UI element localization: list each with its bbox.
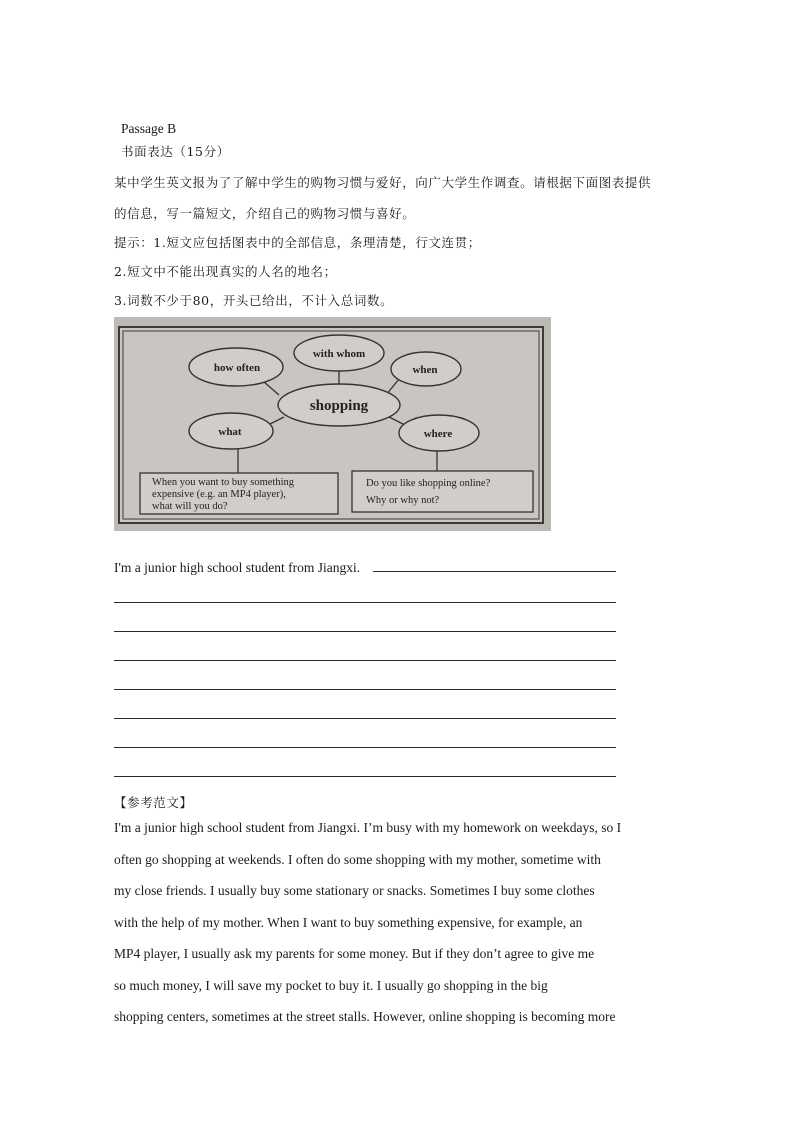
label-how-often: how often [213,362,261,374]
label-what: what [218,426,242,438]
instruction-line-2: 的信息，写一篇短文，介绍自己的购物习惯与喜好。 [114,206,416,221]
mindmap-photo [114,317,551,531]
answer-line-4[interactable] [114,689,616,690]
label-when: when [412,364,438,376]
answer-line-2[interactable] [114,631,616,632]
instruction-hint-2: 2.短文中不能出现真实的人名的地名； [114,264,337,279]
label-shopping: shopping [309,398,369,414]
reference-heading: 【参考范文】 [114,795,193,810]
prompt-start: I'm a junior high school student from Jiangxi. [114,560,361,575]
instruction-line-1: 某中学生英文报为了了解中学生的购物习惯与爱好，向广大学生作调查。请根据下面图表提供 [114,175,652,190]
label-with-whom: with whom [312,348,366,360]
reference-line-7: shopping centers, sometimes at the street stalls. However, online shopping is becoming more [114,1009,616,1024]
box-where-line-2: Why or why not? [366,495,440,506]
reference-line-3: my close friends. I usually buy some stationary or snacks. Sometimes I buy some clothes [114,883,595,898]
passage-title: Passage B [121,121,177,136]
box-where-line-1: Do you like shopping online? [366,478,491,489]
box-what-line-3: what will you do? [152,501,228,512]
label-where: where [423,428,453,440]
box-what-line-1: When you want to buy something [152,477,295,488]
answer-line-5[interactable] [114,718,616,719]
answer-blank-inline[interactable] [373,571,616,572]
reference-line-1: I'm a junior high school student from Jiangxi. I’m busy with my homework on weekdays, so I [114,820,622,835]
answer-line-6[interactable] [114,747,616,748]
box-what-line-2: expensive (e.g. an MP4 player), [152,489,286,500]
reference-line-6: so much money, I will save my pocket to buy it. I usually go shopping in the big [114,978,548,993]
answer-line-1[interactable] [114,602,616,603]
section-title: 书面表达（15分） [121,144,230,159]
answer-line-7[interactable] [114,776,616,777]
reference-line-4: with the help of my mother. When I want to buy something expensive, for example, an [114,915,583,930]
reference-line-5: MP4 player, I usually ask my parents for some money. But if they don’t agree to give me [114,946,595,961]
instruction-hint-1: 提示：1.短文应包括图表中的全部信息，条理清楚，行文连贯； [114,235,481,250]
reference-line-2: often go shopping at weekends. I often do some shopping with my mother, sometime with [114,852,601,867]
answer-line-3[interactable] [114,660,616,661]
instruction-hint-3: 3.词数不少于80，开头已给出，不计入总词数。 [114,293,394,308]
